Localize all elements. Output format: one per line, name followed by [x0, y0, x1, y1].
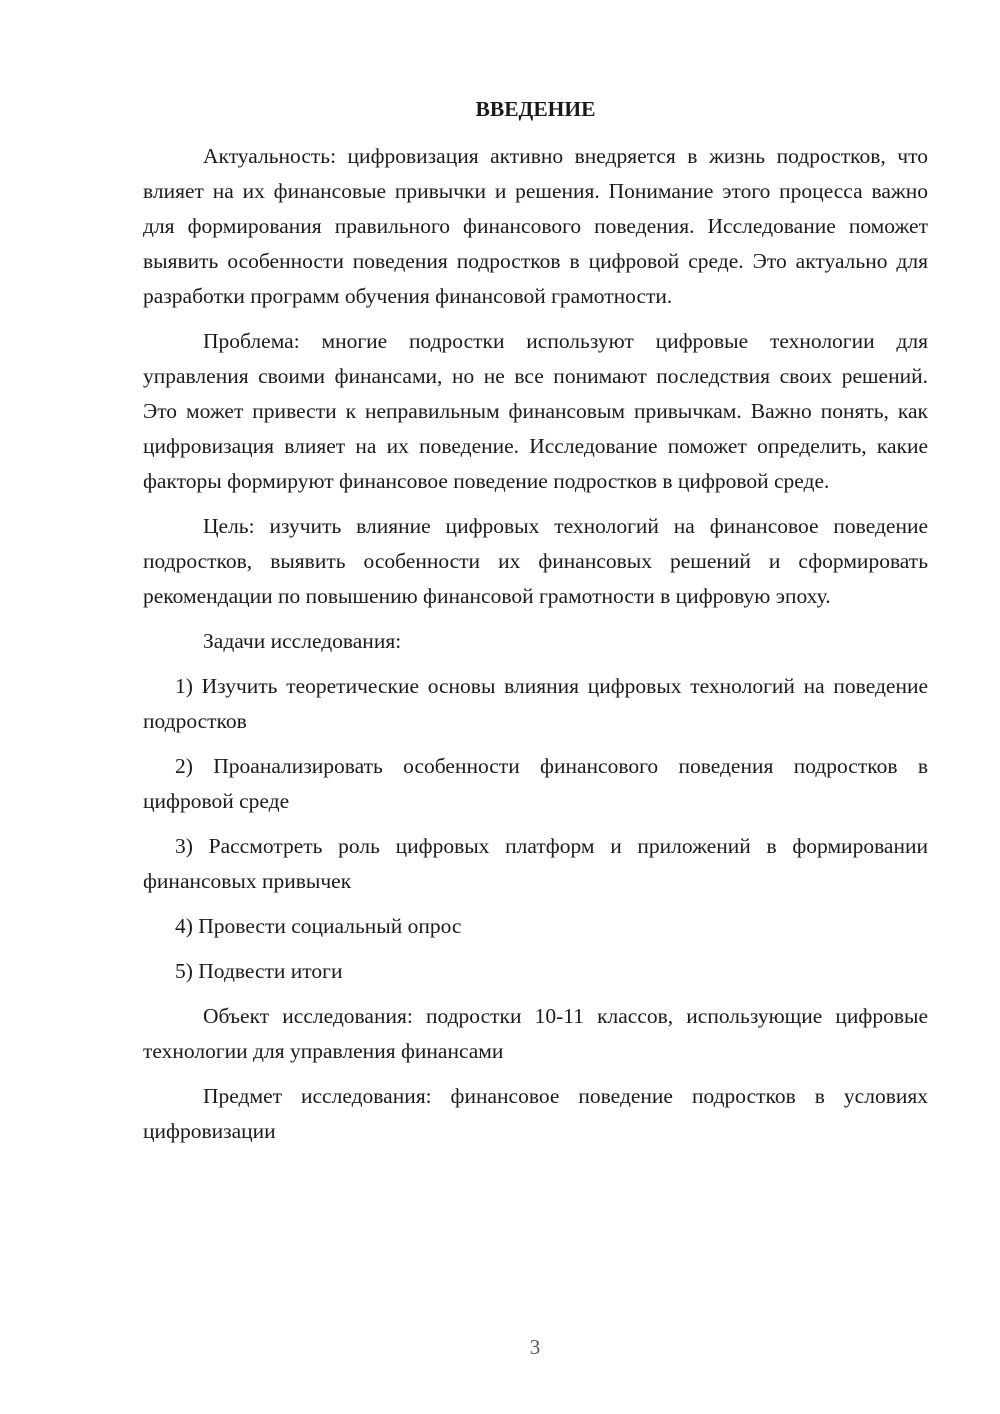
paragraph-problem: Проблема: многие подростки используют цифровые технологии для управления своими финансами, но не все понимают последствия своих решений. Это может привести к неправильным финансовым привычкам. Важно понять, как цифровизация влияет на их поведение. Исследование поможет определить, какие факторы формируют финансовое поведение подростков в цифровой среде. [143, 329, 928, 493]
page-content [143, 92, 928, 1159]
paragraph-goal: Цель: изучить влияние цифровых технологий на финансовое поведение подростков, выявить особенности их финансовых решений и сформировать рекомендации по повышению финансовой грамотности в цифровую эпоху. [143, 514, 928, 608]
task-item-2: 2) Проанализировать особенности финансового поведения подростков в цифровой среде [143, 754, 928, 813]
paragraph-relevance: Актуальность: цифровизация активно внедряется в жизнь подростков, что влияет на их финансовые привычки и решения. Понимание этого процесса важно для формирования правильного финансового поведения. Исследование поможет выявить особенности поведения подростков в цифровой среде. Это актуально для разработки программ обучения финансовой грамотности. [143, 144, 928, 308]
paragraph-object: Объект исследования: подростки 10-11 классов, использующие цифровые технологии для управления финансами [143, 1004, 928, 1063]
task-item-3: 3) Рассмотреть роль цифровых платформ и приложений в формировании финансовых привычек [143, 834, 928, 893]
page-number: 3 [529, 1335, 541, 1359]
tasks-title: Задачи исследования: [203, 629, 402, 653]
task-item-1: 1) Изучить теоретические основы влияния цифровых технологий на поведение подростков [143, 674, 928, 733]
task-item-4: 4) Провести социальный опрос [175, 914, 462, 938]
task-item-5: 5) Подвести итоги [175, 959, 343, 983]
section-heading: ВВЕДЕНИЕ [475, 97, 596, 121]
paragraph-subject: Предмет исследования: финансовое поведение подростков в условиях цифровизации [143, 1084, 928, 1143]
